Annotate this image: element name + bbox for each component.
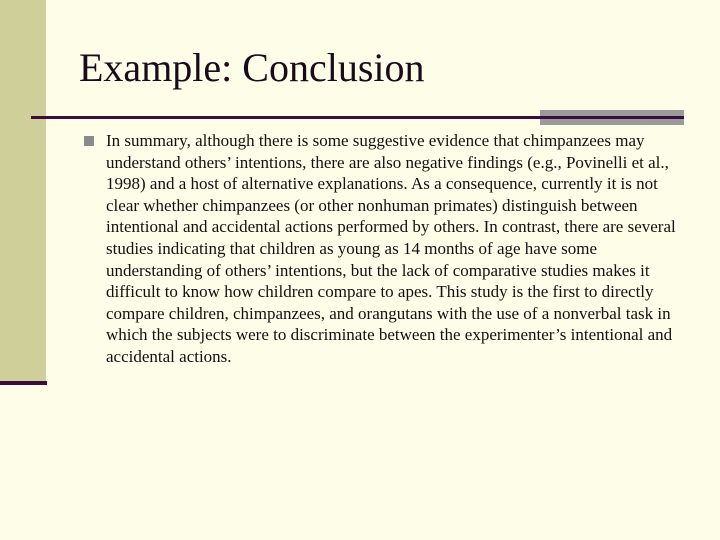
title-underline-rule (31, 116, 684, 119)
bullet-text: In summary, although there is some suggestive evidence that chimpanzees may understand others’ intentions, there are also negative findings (e.g., Povinelli et al., 1998) and a host of alternative explanations. As a consequence, currently it is not clear whether chimpanzees (or other nonhuman primates) distinguish between intentional and accidental actions performed by others. In contrast, there are several studies indicating that children as young as 14 months of age have some understanding of others’ intentions, but the lack of comparative studies makes it difficult to know how children compare to apes. This study is the first to directly compare children, chimpanzees, and orangutans with the use of a nonverbal task in which the subjects were to discriminate between the experimenter’s intentional and accidental actions. (106, 131, 676, 366)
sidebar-bottom-rule (0, 381, 47, 385)
title-rule-accent-bottom (540, 119, 684, 125)
sidebar-band (0, 0, 46, 382)
square-bullet-icon (84, 136, 94, 146)
slide-title: Example: Conclusion (79, 45, 425, 90)
